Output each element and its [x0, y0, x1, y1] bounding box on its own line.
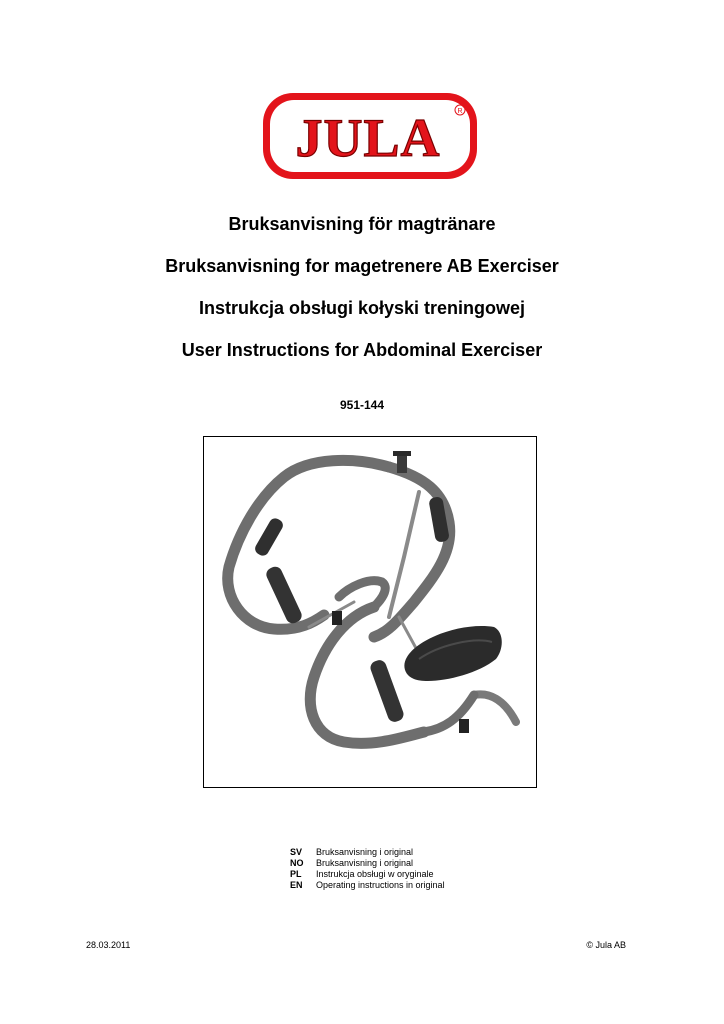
language-text: Bruksanvisning i original: [316, 847, 414, 857]
language-row: [290, 847, 445, 858]
language-code: SV: [290, 847, 303, 857]
title-block: [0, 214, 724, 382]
language-list: [290, 847, 445, 891]
product-photo: [203, 436, 537, 788]
svg-text:R: R: [457, 108, 463, 115]
language-code: NO: [290, 858, 304, 868]
title-pl: Instrukcja obsługi kołyski treningowej: [198, 298, 526, 318]
language-text: Instrukcja obsługi w oryginale: [316, 869, 434, 879]
model-number: 951-144: [339, 398, 385, 412]
language-row: [290, 858, 445, 869]
title-no: Bruksanvisning for magetrenere AB Exerciser: [165, 256, 559, 276]
title-en: User Instructions for Abdominal Exerciser: [181, 340, 543, 360]
footer-copyright: © Jula AB: [586, 940, 626, 950]
jula-logo: [260, 90, 480, 182]
language-row: [290, 880, 445, 891]
language-code: PL: [290, 869, 302, 879]
title-sv: Bruksanvisning för magtränare: [228, 214, 496, 234]
language-code: EN: [290, 880, 303, 890]
language-row: [290, 869, 445, 880]
footer-date: 28.03.2011: [86, 940, 131, 950]
language-text: Bruksanvisning i original: [316, 858, 414, 868]
language-text: Operating instructions in original: [316, 880, 445, 890]
svg-text:JULA: JULA: [295, 108, 441, 168]
